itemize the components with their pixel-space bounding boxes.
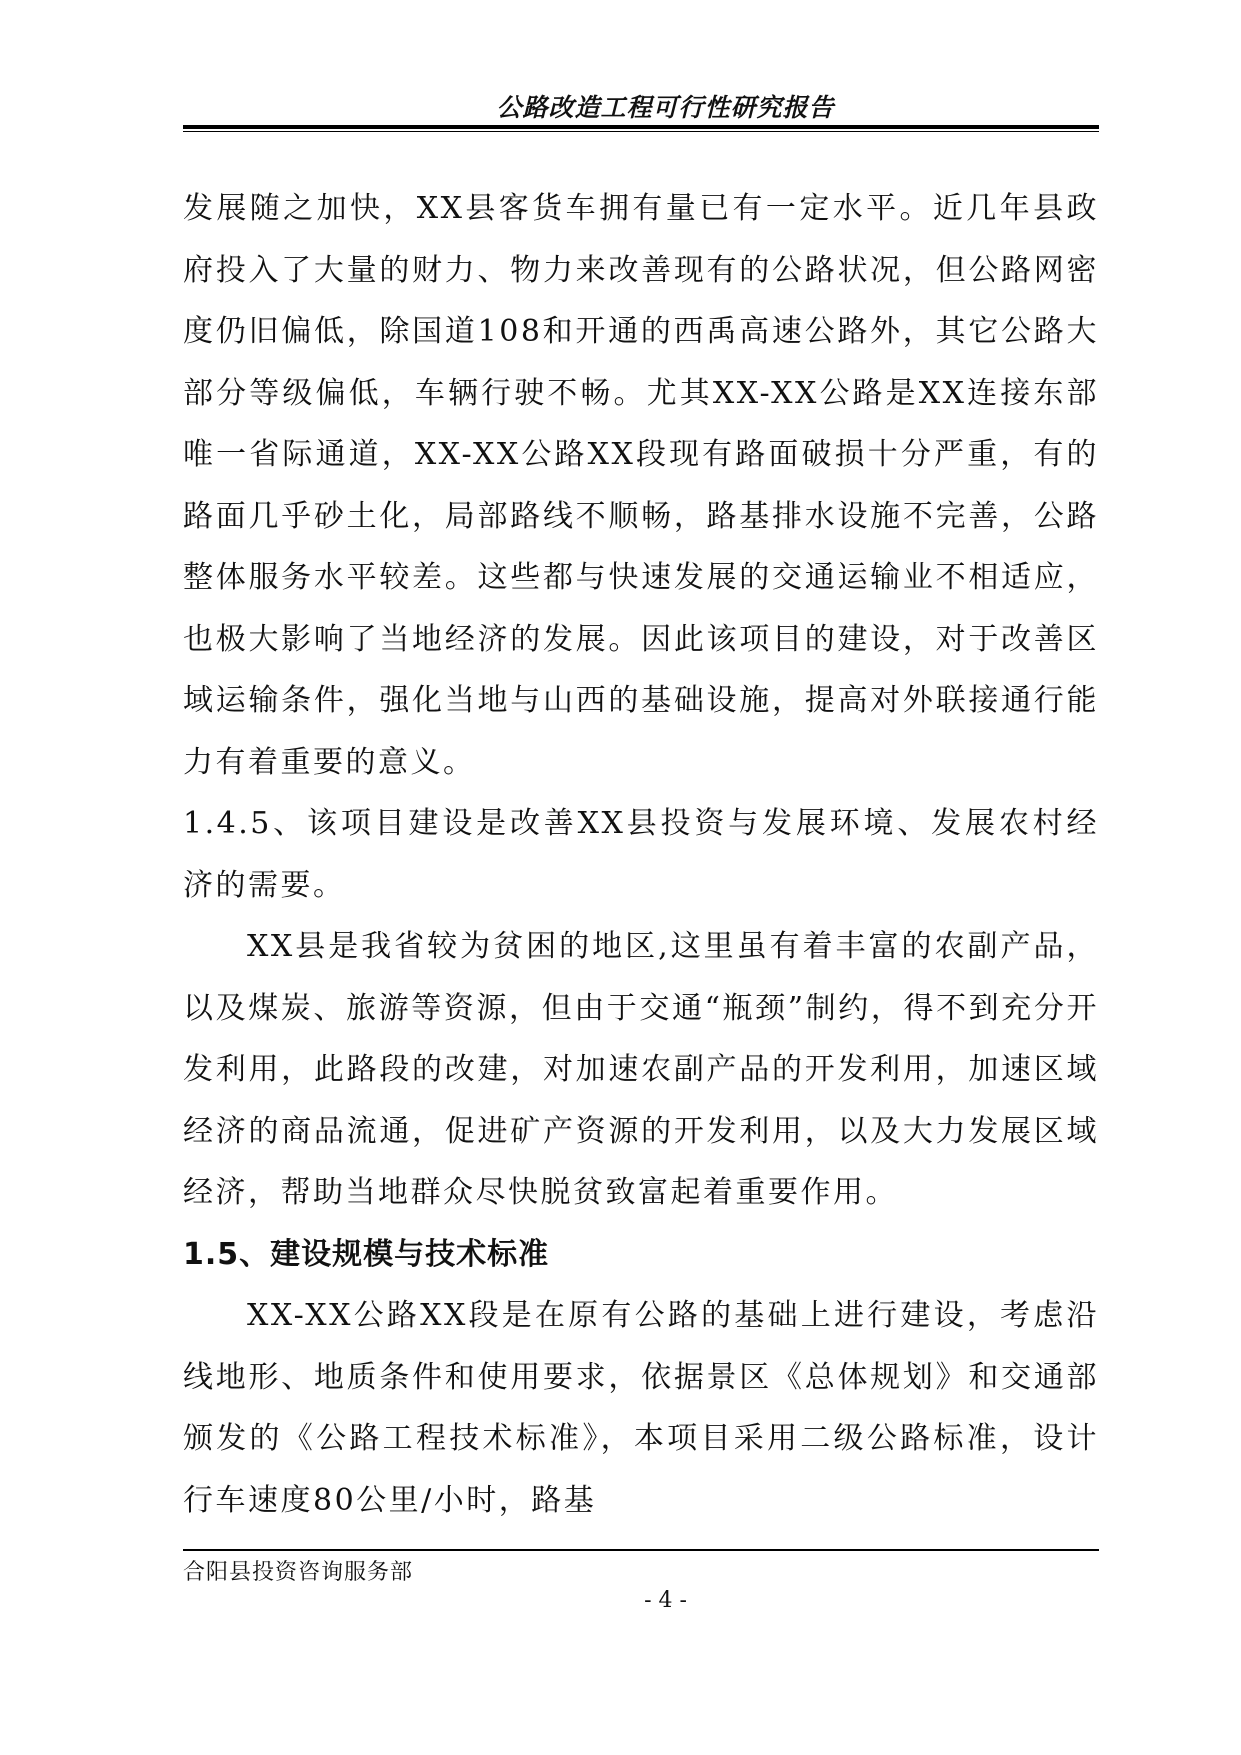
footer-organization: 合阳县投资咨询服务部 [183,1560,414,1585]
header-rule-thin [183,131,1099,132]
footer-rule [183,1549,1099,1551]
paragraph-3: XX县是我省较为贫困的地区,这里虽有着丰富的农副产品，以及煤炭、旅游等资源，但由于交通“瓶颈”制约，得不到充分开发利用，此路段的改建，对加速农副产品的开发利用，加速区域经济的商品流通，促进矿产资源的开发利用，以及大力发展区域经济，帮助当地群众尽快脱贫致富起着重要作用。 [183,929,1099,1210]
header-title: 公路改造工程可行性研究报告 [496,93,835,122]
header-rule-thick [183,125,1099,129]
section-heading: 1.5、建设规模与技术标准 [183,1236,550,1272]
document-body [183,178,1099,1531]
paragraph-4: XX-XX公路XX段是在原有公路的基础上进行建设，考虑沿线地形、地质条件和使用要求，依据景区《总体规划》和交通部颁发的《公路工程技术标准》，本项目采用二级公路标准，设计行车速度80公里/小时，路基 [183,1298,1099,1518]
page-number: - 4 - [644,1588,687,1613]
paragraph-1: 发展随之加快，XX县客货车拥有量已有一定水平。近几年县政府投入了大量的财力、物力来改善现有的公路状况，但公路网密度仍旧偏低，除国道108和开通的西禹高速公路外，其它公路大部分等级偏低，车辆行驶不畅。尤其XX-XX公路是XX连接东部唯一省际通道，XX-XX公路XX段现有路面破损十分严重，有的路面几乎砂土化，局部路线不顺畅，路基排水设施不完善，公路整体服务水平较差。这些都与快速发展的交通运输业不相适应，也极大影响了当地经济的发展。因此该项目的建设，对于改善区域运输条件，强化当地与山西的基础设施，提高对外联接通行能力有着重要的意义。 [183,191,1099,780]
paragraph-2: 1.4.5、该项目建设是改善XX县投资与发展环境、发展农村经济的需要。 [183,806,1099,903]
